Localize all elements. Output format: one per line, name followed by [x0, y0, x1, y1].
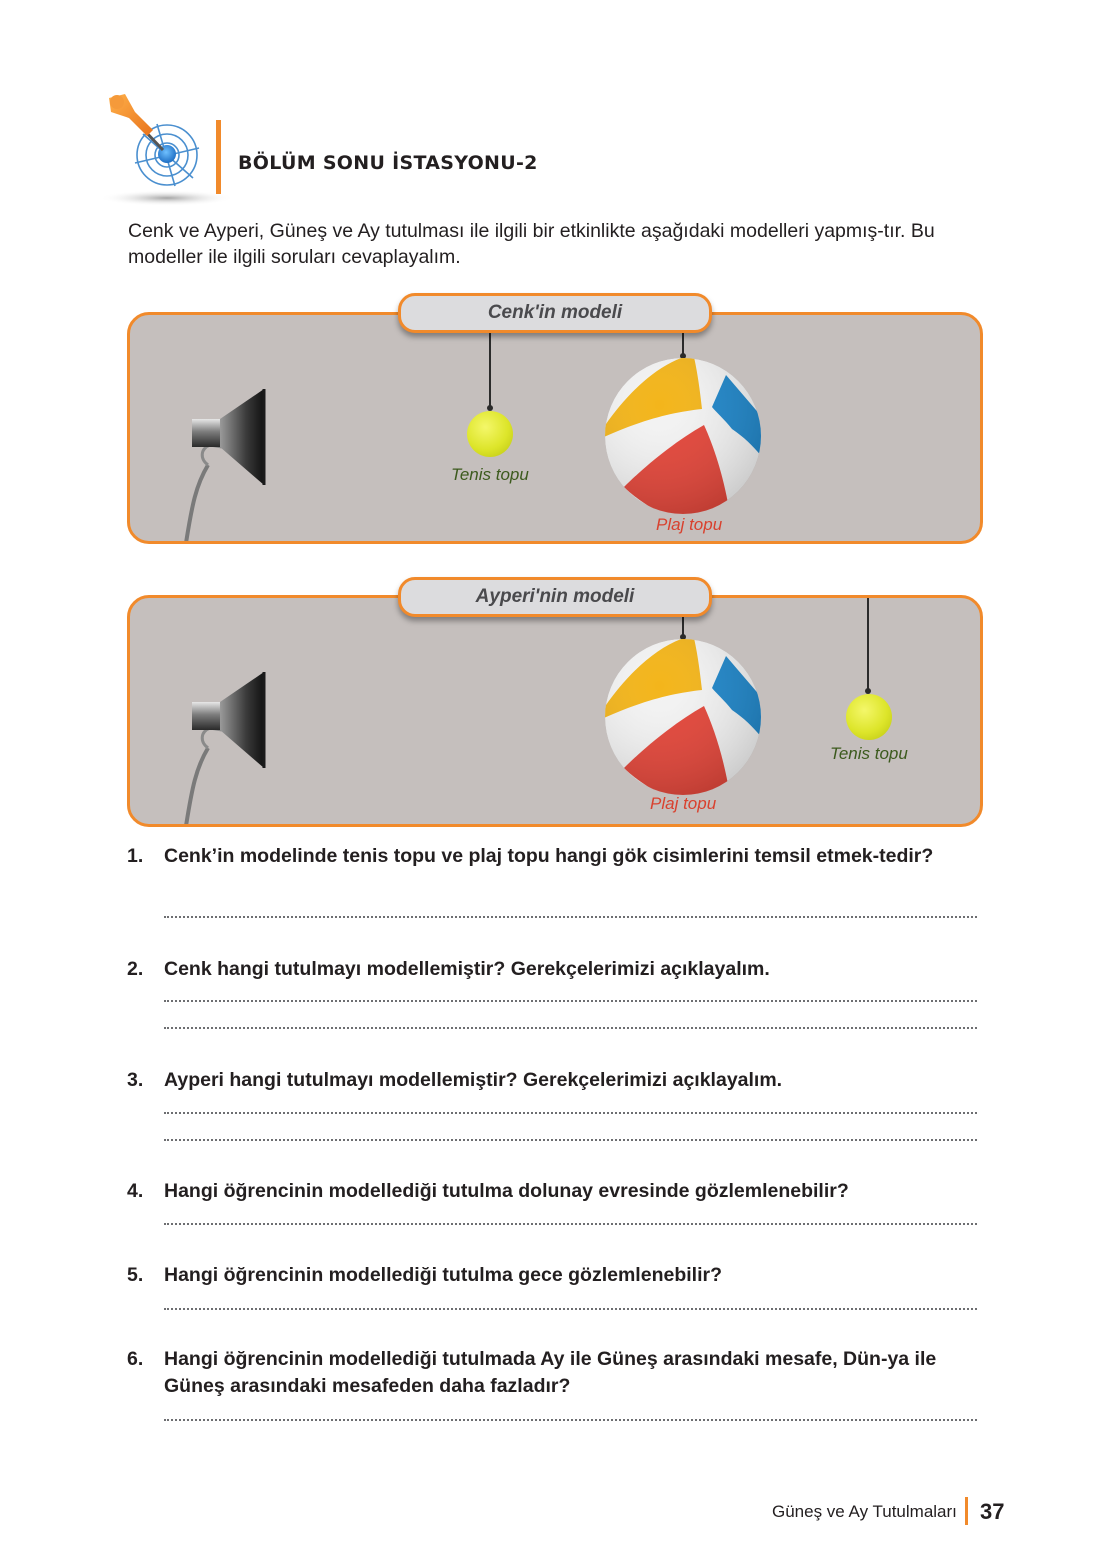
question-2	[127, 956, 987, 983]
question-text: Hangi öğrencinin modellediği tutulma dolunay evresinde gözlemlenebilir?	[164, 1180, 849, 1202]
question-number: 4.	[127, 1180, 144, 1202]
page-number: 37	[980, 1499, 1005, 1524]
beach-string	[682, 333, 684, 355]
beach-ball-label: Plaj topu	[650, 794, 717, 813]
footer-section-title: Güneş ve Ay Tutulmaları	[772, 1502, 957, 1521]
intro-paragraph: Cenk ve Ayperi, Güneş ve Ay tutulması ile ilgili bir etkinlikte aşağıdaki modelleri yapmış-tır. Bu modeller ile ilgili soruları cevaplayalım.	[128, 220, 935, 268]
answer-line[interactable]	[164, 914, 977, 918]
tennis-ball-label: Tenis topu	[830, 744, 908, 763]
question-text: Hangi öğrencinin modellediği tutulma gece gözlemlenebilir?	[164, 1264, 722, 1286]
question-3	[127, 1067, 987, 1094]
question-text: Hangi öğrencinin modellediği tutulmada Ay ile Güneş arasındaki mesafe, Dün-ya ile Güneş arasındaki mesafeden daha fazladır?	[164, 1348, 937, 1397]
tennis-ball-icon	[846, 694, 892, 740]
answer-line[interactable]	[164, 1025, 977, 1029]
ayperi-model-panel	[127, 595, 983, 827]
answer-line[interactable]	[164, 1417, 977, 1421]
beach-ball-label: Plaj topu	[656, 515, 723, 534]
cenk-model-label: Cenk'in modeli	[398, 293, 712, 333]
dart-target-icon	[95, 88, 235, 210]
lamp-icon	[182, 355, 282, 544]
answer-line[interactable]	[164, 998, 977, 1002]
header-divider	[216, 120, 221, 194]
answer-line[interactable]	[164, 1110, 977, 1114]
answer-line[interactable]	[164, 1221, 977, 1225]
footer-divider	[965, 1497, 968, 1525]
question-4	[127, 1178, 987, 1205]
section-title: BÖLÜM SONU İSTASYONU-2	[238, 152, 538, 174]
question-number: 2.	[127, 958, 144, 980]
question-text: Ayperi hangi tutulmayı modellemiştir? Gerekçelerimizi açıklayalım.	[164, 1069, 783, 1091]
question-number: 1.	[127, 845, 144, 867]
tennis-ball-label: Tenis topu	[451, 465, 529, 484]
beach-string	[682, 616, 684, 636]
tennis-ball-icon	[467, 411, 513, 457]
answer-line[interactable]	[164, 1306, 977, 1310]
answer-line[interactable]	[164, 1137, 977, 1141]
tennis-string	[489, 333, 491, 407]
beach-ball-icon	[604, 357, 762, 515]
cenk-model-panel	[127, 312, 983, 544]
question-6	[127, 1346, 987, 1400]
question-text: Cenk’in modelinde tenis topu ve plaj topu hangi gök cisimlerini temsil etmek-tedir?	[164, 845, 934, 867]
section-header	[95, 88, 595, 213]
question-text: Cenk hangi tutulmayı modellemiştir? Gerekçelerimizi açıklayalım.	[164, 958, 770, 980]
question-number: 6.	[127, 1348, 144, 1370]
beach-ball-icon	[604, 638, 762, 796]
lamp-icon	[182, 638, 282, 827]
question-1	[127, 843, 987, 870]
tennis-string	[867, 598, 869, 690]
ayperi-model-label: Ayperi'nin modeli	[398, 577, 712, 617]
question-number: 5.	[127, 1264, 144, 1286]
question-number: 3.	[127, 1069, 144, 1091]
question-5	[127, 1262, 987, 1289]
